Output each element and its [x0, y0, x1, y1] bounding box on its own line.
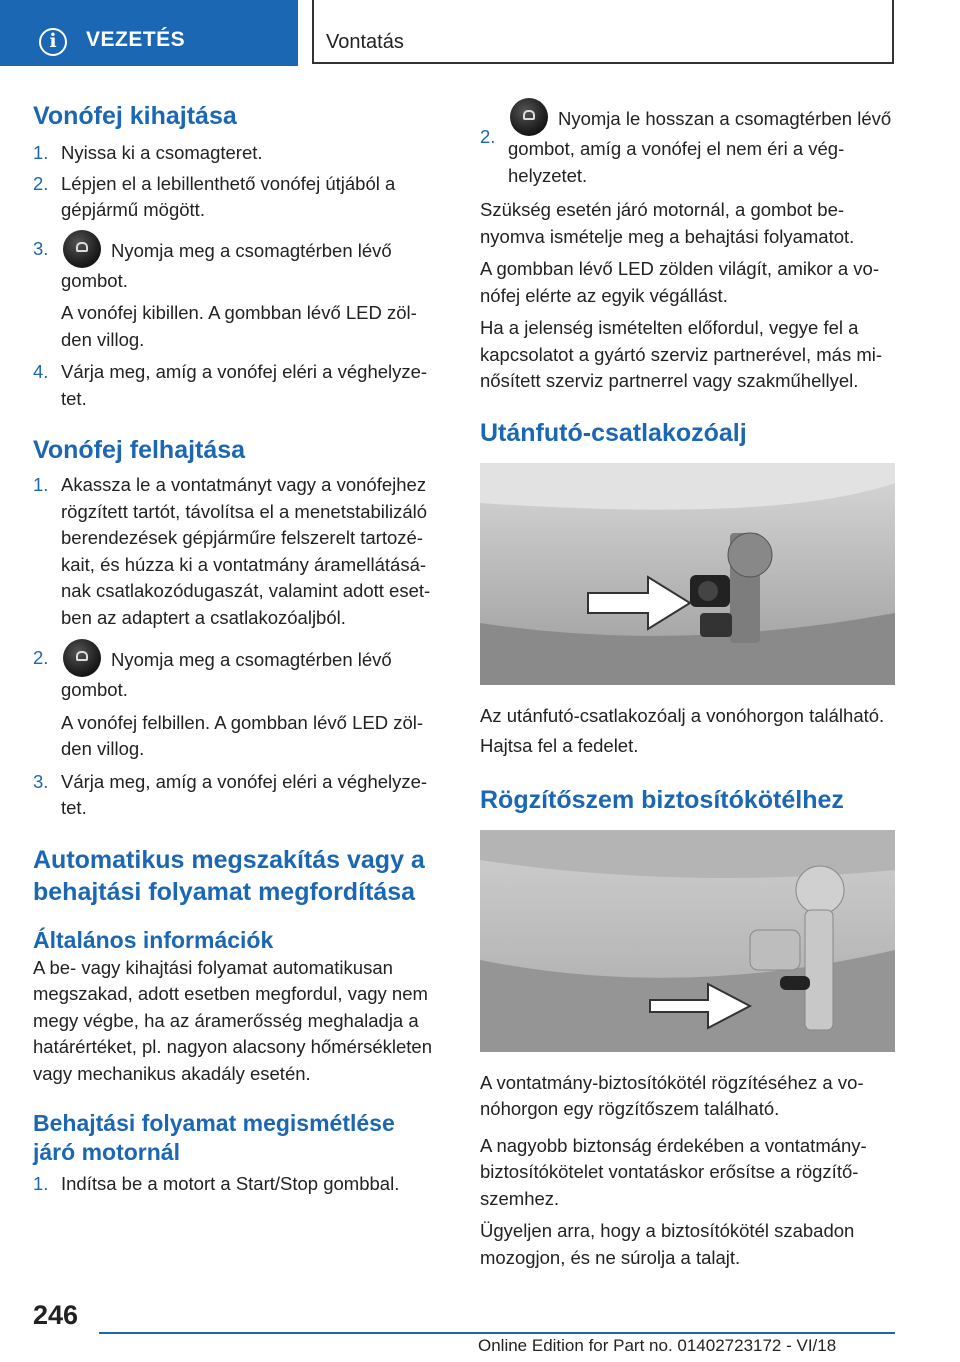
list-item: 1. Akassza le a vontatmányt vagy a vonófejhez rögzített tartót, távolítsa el a menetstabilizáló berendezések gépjárműre felszerelt tartozé-kait, és húzza ki a vontatmány áramellátásá-nak csatlakozódugaszát, valamint adott eset-ben az adaptert a csatlakozóaljból.	[33, 474, 431, 628]
topic-title: Vontatás	[326, 31, 404, 53]
list-item-note: A vonófej kibillen. A gombban lévő LED zöl-den villog.	[61, 302, 417, 350]
heading-safety-eye: Rögzítőszem biztosítókötélhez	[480, 785, 844, 814]
paragraph: Szükség esetén járó motornál, a gombot be-nyomva ismételje meg a behajtási folyamatot.	[480, 199, 855, 247]
list-item: 3. Nyomja meg a csomagtérben lévő gombot.	[33, 236, 443, 295]
list-item: 1. Nyissa ki a csomagteret.	[33, 142, 263, 163]
tow-hitch-button-icon	[510, 98, 548, 136]
tow-hitch-button-icon	[63, 639, 101, 677]
list-item: 2. Nyomja meg a csomagtérben lévő gombot.	[33, 645, 443, 704]
paragraph: Ha a jelenség ismételten előfordul, vegye fel a kapcsolatot a gyártó szerviz partnerével, más mi-nősített szerviz partnerrel vagy szakműhellyel.	[480, 317, 883, 391]
list-item: 3. Várja meg, amíg a vonófej eléri a véghelyze-tet.	[33, 770, 428, 818]
tow-hitch-button-icon	[63, 230, 101, 268]
trailer-socket-photo	[480, 463, 895, 685]
list-item: 1. Indítsa be a motort a Start/Stop gombbal.	[33, 1173, 400, 1194]
paragraph-general: A be- vagy kihajtási folyamat automatikusan megszakad, adott esetben megfordul, vagy nem megy végbe, ha az áramerősség meghaladja a határértéket, pl. nagyon alacsony hőmérsékleten vagy mechanikus akadály esetén.	[33, 956, 433, 1084]
info-icon: i	[39, 28, 67, 56]
paragraph: Hajtsa fel a fedelet.	[480, 735, 639, 756]
list-item: 2. Nyomja le hosszan a csomagtérben lévő gombot, amíg a vonófej el nem éri a vég-helyzetet.	[480, 104, 895, 189]
heading-unfold: Vonófej kihajtása	[33, 102, 237, 130]
list-item: 2. Lépjen el a lebillenthető vonófej útjából a gépjármű mögött.	[33, 172, 396, 220]
page-header	[0, 0, 960, 66]
heading-fold: Vonófej felhajtása	[33, 436, 246, 464]
heading-general-info: Általános információk	[33, 926, 274, 953]
heading-auto-interrupt: Automatikus megszakítás vagy a behajtási folyamat megfordítása	[33, 845, 425, 906]
paragraph: A gombban lévő LED zölden világít, amikor a vo-nófej elérte az egyik végállást.	[480, 258, 879, 306]
heading-repeat-retract: Behajtási folyamat megismétlése járó motornál	[33, 1110, 395, 1165]
paragraph: A vontatmány-biztosítókötél rögzítéséhez a vo-nóhorgon egy rögzítőszem található.	[480, 1071, 864, 1119]
heading-trailer-socket: Utánfutó-csatlakozóalj	[480, 418, 747, 447]
list-item-note: A vonófej felbillen. A gombban lévő LED zöl-den villog.	[61, 711, 424, 759]
right-column	[480, 107, 895, 1271]
edition-note: Online Edition for Part no. 01402723172 - VI/18	[478, 1336, 837, 1355]
paragraph: A nagyobb biztonság érdekében a vontatmány-biztosítókötelet vontatáskor erősítse a rögzítő-szemhez.	[480, 1134, 867, 1209]
safety-eye-photo	[480, 830, 895, 1052]
page-number: 246	[33, 1300, 79, 1330]
paragraph: Ügyeljen arra, hogy a biztosítókötél szabadon mozogjon, és ne súrolja a talajt.	[480, 1220, 855, 1268]
paragraph: Az utánfutó-csatlakozóalj a vonóhorgon található.	[480, 704, 885, 726]
section-title: VEZETÉS	[86, 28, 186, 51]
left-column	[33, 100, 443, 1198]
section-tab	[0, 0, 298, 66]
list-item: 4. Várja meg, amíg a vonófej eléri a véghelyze-tet.	[33, 361, 428, 409]
footer-divider	[99, 1332, 895, 1334]
